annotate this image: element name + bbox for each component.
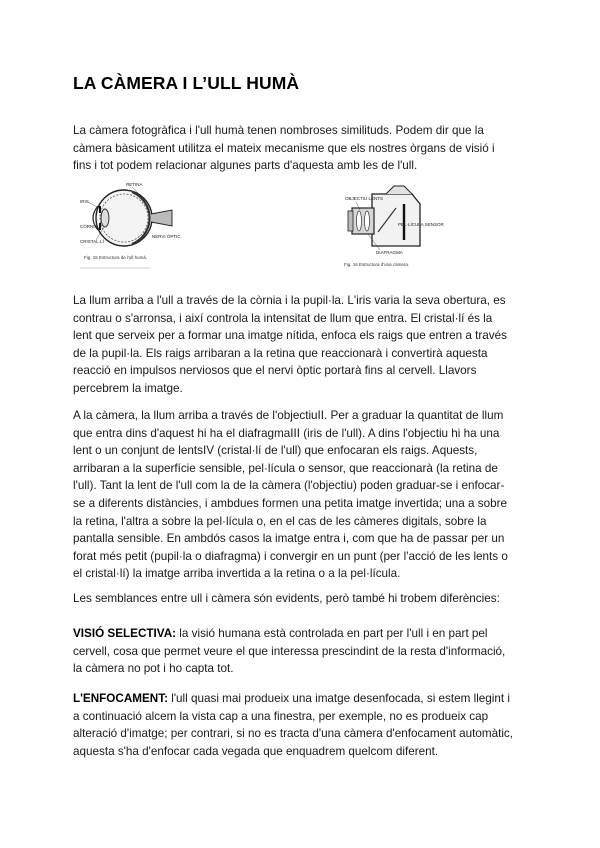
selective-vision-paragraph bbox=[73, 625, 513, 678]
selective-vision-heading: VISIÓ SELECTIVA: bbox=[73, 627, 177, 640]
eye-paragraph: La llum arriba a l'ull a través de la còrnia i la pupil·la. L'iris varia la seva obertura, es contrau o s'arronsa, i així controla la intensitat de llum que entra. El cristal·lí és la lent que serveix per a formar una imatge nítida, enfoca els raigs que entren a través de la pupil·la. Els raigs arribaran a la retina que reaccionarà i convertirà aquesta reacció en impulsos nerviosos que el nervi òptic portarà fins al cervell. Llavors percebrem la imatge. bbox=[73, 294, 507, 395]
differences-paragraph: Les semblances entre ull i càmera són evidents, però també hi trobem diferències: bbox=[73, 592, 500, 605]
focus-paragraph bbox=[73, 690, 513, 760]
selective-vision-text: la visió humana està controlada en part per l'ull i en part pel cervell, cosa que permet veure el que interessa prescindint de la resta d'informació, la càmera no pot i ho capta tot. bbox=[73, 627, 506, 676]
intro-paragraph: La càmera fotogràfica i l'ull humà tenen nombroses similituds. Podem dir que la càmera bàsicament utilitza el mateix mecanisme que els nostres òrgans de visió i fins i tot podem relacionar algunes parts d'aquesta amb les de l'ull. bbox=[73, 124, 495, 173]
eye-label-iris: IRIS bbox=[80, 199, 89, 204]
eye-label-cornea: CÒRNIA bbox=[80, 224, 98, 229]
camera-label-diaphragm: DIAFRAGMA bbox=[376, 250, 403, 255]
page-title: LA CÀMERA I L’ULL HUMÀ bbox=[73, 73, 300, 93]
eye-label-retina: RETINA bbox=[126, 182, 143, 187]
camera-paragraph: A la càmera, la llum arriba a través de l'objectiuII. Per a graduar la quantitat de llum que entra dins d'aquest hi ha el diafragmaIII (iris de l'ull). A dins l'objectiu hi ha una lent o un conjunt de lentsIV (cristal·lí de l'ull) que enfocaran els raigs. Aquests, arribaran a la superfície sensible, pel·lícula o sensor, que reaccionarà (la retina de l'ull). Tant la lent de l'ull com la de la càmera (l'objectiu) poden graduar-se i enfocar-se a diferents distàncies, i ambdues formen una petita imatge invertida; una a sobre la retina, l'altra a sobre la pel·lícula o, en el cas de les càmeres digitals, sobre la pantalla sensible. En ambdós casos la imatge entra i, com que ha de passar per un forat més petit (pupil·la o diafragma) i convergir en un punt (per l'acció de les lents o el cristal·lí) la imatge arriba invertida a la retina o a la pel·lícula. bbox=[73, 409, 508, 581]
focus-text: l'ull quasi mai produeix una imatge desenfocada, si estem llegint i a continuació alcem la vista cap a una finestra, per exemple, no es produeix cap alteració d'imatge; per contrari, si no es tracta d'una càmera d'enfocament automàtic, aquesta s'ha d'enfocar cada vegada que enquadrem quelcom diferent. bbox=[73, 692, 514, 758]
camera-figure-caption: Fig. 16 Estructura d'una càmera. bbox=[344, 262, 410, 267]
camera-label-film: PEL·LÍCULA SENSOR bbox=[398, 222, 444, 227]
camera-label-lens: OBJECTIU LENTS bbox=[345, 196, 384, 201]
eye-diagram bbox=[80, 180, 180, 272]
camera-diagram bbox=[342, 180, 444, 272]
eye-label-lens: CRISTAL·LÍ bbox=[80, 239, 104, 244]
eye-label-optic-nerve: NERVI ÒPTIC bbox=[152, 234, 181, 239]
camera-diagram-figure bbox=[342, 180, 444, 272]
focus-heading: L'ENFOCAMENT: bbox=[73, 692, 168, 705]
eye-diagram-figure bbox=[80, 180, 180, 272]
eye-figure-caption: Fig. 15 Estructura de l'ull humà. bbox=[84, 255, 148, 260]
